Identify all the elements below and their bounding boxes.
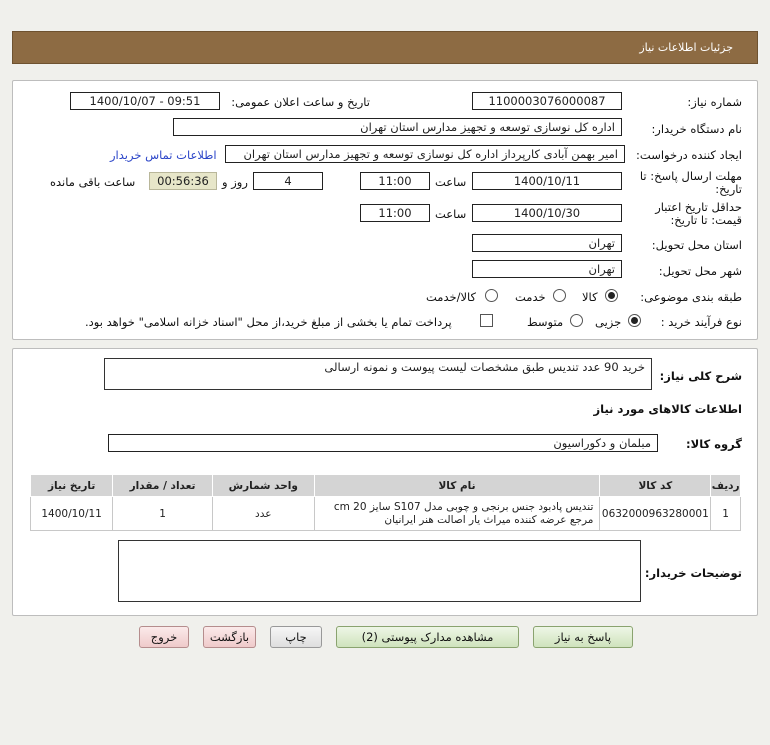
validity-date-field: 1400/10/30 [472,204,622,222]
process-label: نوع فرآیند خرید : [660,315,742,329]
table-row [31,497,741,531]
goods-group-label: گروه کالا: [686,437,742,451]
deadline-date-field: 1400/10/11 [472,172,622,190]
payment-note: پرداخت تمام یا بخشی از مبلغ خرید،از محل "اسناد خزانه اسلامی" خواهد بود. [85,315,452,329]
buyer-org-label: نام دستگاه خریدار: [651,122,742,136]
goods-section-title: اطلاعات کالاهای مورد نیاز [593,402,742,416]
days-field: 4 [253,172,323,190]
cell-qty: 1 [113,497,213,531]
back-button[interactable]: بازگشت [203,626,256,648]
buyer-org-field: اداره کل نوسازی توسعه و تجهیز مدارس استان تهران [173,118,622,136]
cell-name [314,497,600,531]
cell-name-line1: تندیس پادبود جنس برنجی و چوبی مدل S107 سایز 20 cm [333,500,594,513]
city-field: تهران [472,260,622,278]
remaining-time: 00:56:36 [149,172,217,190]
need-number-label: شماره نیاز: [687,95,742,109]
deadline-time-label: ساعت [435,175,467,189]
treasury-checkbox[interactable] [480,314,493,327]
province-label: استان محل تحویل: [651,238,742,252]
process-radio-medium[interactable] [570,314,583,327]
category-radio-both[interactable] [485,289,498,302]
col-date: تاریخ نیاز [31,475,113,497]
page-header [12,31,758,64]
category-label: طبقه بندی موضوعی: [640,290,742,304]
category-service-label: خدمت [515,290,546,304]
process-radio-minor[interactable] [628,314,641,327]
description-label: شرح کلی نیاز: [659,369,742,383]
validity-time-label: ساعت [435,207,467,221]
days-label: روز و [222,175,248,189]
col-code: کد کالا [600,475,711,497]
city-label: شهر محل تحویل: [658,264,742,278]
cell-unit: عدد [212,497,314,531]
goods-group-field: مبلمان و دکوراسیون [108,434,658,452]
category-radio-service[interactable] [553,289,566,302]
remaining-label: ساعت باقی مانده [50,175,136,189]
col-row: ردیف [711,475,741,497]
print-button[interactable]: چاپ [270,626,322,648]
deadline-label-1: مهلت ارسال پاسخ: تا [639,169,742,183]
col-unit: واحد شمارش [212,475,314,497]
deadline-label-2: تاریخ: [715,182,742,196]
validity-label-2: قیمت: تا تاریخ: [670,213,742,227]
creator-label: ایجاد کننده درخواست: [636,148,742,162]
buyer-notes-field [118,540,641,602]
description-field: خرید 90 عدد تندیس طبق مشخصات لیست پیوست و نمونه ارسالی [104,358,652,390]
validity-label-1: حداقل تاریخ اعتبار [655,200,742,214]
province-field: تهران [472,234,622,252]
reply-button[interactable]: پاسخ به نیاز [533,626,633,648]
announce-field: 1400/10/07 - 09:51 [70,92,220,110]
need-number-field: 1100003076000087 [472,92,622,110]
validity-time-field: 11:00 [360,204,430,222]
process-medium-label: متوسط [527,315,564,329]
attachments-button[interactable]: مشاهده مدارک پیوستی (2) [336,626,519,648]
category-radio-goods[interactable] [605,289,618,302]
cell-name-line2: مرجع عرضه کننده میراث یار اصالت هنر ایرانیان [384,513,594,526]
contact-buyer-link[interactable]: اطلاعات تماس خریدار [110,148,217,162]
category-goods-label: کالا [582,290,598,304]
category-both-label: کالا/خدمت [426,290,477,304]
page-title: جزئیات اطلاعات نیاز [639,41,733,54]
exit-button[interactable]: خروج [139,626,189,648]
cell-row: 1 [711,497,741,531]
deadline-time-field: 11:00 [360,172,430,190]
goods-table-header [31,475,741,497]
cell-date: 1400/10/11 [31,497,113,531]
process-minor-label: جزیی [595,315,622,329]
col-qty: تعداد / مقدار [113,475,213,497]
creator-field: امیر بهمن آبادی کارپرداز اداره کل نوسازی توسعه و تجهیز مدارس استان تهران [225,145,625,163]
col-name: نام کالا [314,475,600,497]
buyer-notes-label: توضیحات خریدار: [644,566,742,580]
announce-label: تاریخ و ساعت اعلان عمومی: [231,95,370,109]
cell-code: 0632000963280001 [600,497,711,531]
goods-table [30,474,741,531]
